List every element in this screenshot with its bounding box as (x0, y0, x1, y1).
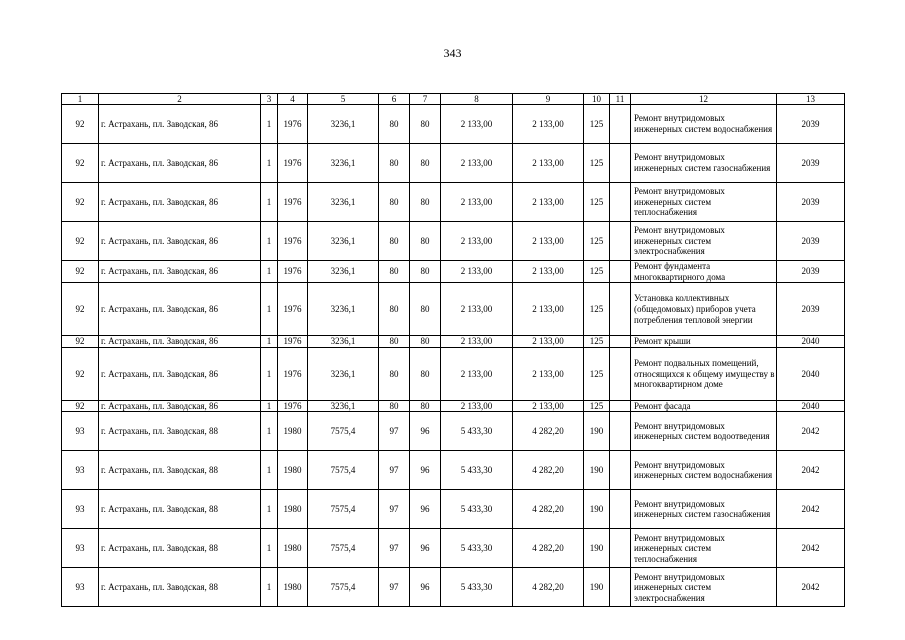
registered-persons-cell: 125 (584, 183, 610, 222)
total-area-cell: 7575,4 (308, 490, 379, 529)
work-type-cell: Ремонт внутридомовых инженерных систем водоотведения (631, 412, 777, 451)
column-number-row (62, 94, 845, 105)
address-cell: г. Астрахань, пл. Заводская, 86 (99, 336, 261, 348)
blank-cell (610, 451, 631, 490)
blank-cell (610, 490, 631, 529)
residents-count-cell: 80 (410, 261, 441, 283)
apartments-count-cell: 80 (379, 144, 410, 183)
blank-cell (610, 400, 631, 412)
blank-cell (610, 412, 631, 451)
area-residential-cell: 2 133,00 (441, 222, 513, 261)
column-header: 4 (278, 94, 308, 105)
address-cell: г. Астрахань, пл. Заводская, 86 (99, 261, 261, 283)
area-owned-cell: 2 133,00 (513, 222, 584, 261)
registered-persons-cell: 125 (584, 283, 610, 336)
address-cell: г. Астрахань, пл. Заводская, 88 (99, 490, 261, 529)
apartments-count-cell: 97 (379, 568, 410, 607)
residents-count-cell: 80 (410, 105, 441, 144)
address-cell: г. Астрахань, пл. Заводская, 86 (99, 283, 261, 336)
area-owned-cell: 2 133,00 (513, 400, 584, 412)
building-type-cell: 1 (261, 400, 278, 412)
table-row (62, 568, 845, 607)
build-year-cell: 1980 (278, 451, 308, 490)
build-year-cell: 1976 (278, 283, 308, 336)
area-owned-cell: 4 282,20 (513, 451, 584, 490)
building-type-cell: 1 (261, 336, 278, 348)
blank-cell (610, 222, 631, 261)
build-year-cell: 1976 (278, 336, 308, 348)
column-header: 12 (631, 94, 777, 105)
house-number-cell: 93 (62, 568, 99, 607)
work-type-cell: Установка коллективных (общедомовых) приборов учета потребления тепловой энергии (631, 283, 777, 336)
build-year-cell: 1976 (278, 347, 308, 400)
residents-count-cell: 96 (410, 529, 441, 568)
address-cell: г. Астрахань, пл. Заводская, 86 (99, 222, 261, 261)
building-type-cell: 1 (261, 183, 278, 222)
residents-count-cell: 80 (410, 283, 441, 336)
house-number-cell: 93 (62, 490, 99, 529)
area-residential-cell: 5 433,30 (441, 568, 513, 607)
planned-year-cell: 2042 (777, 412, 845, 451)
registered-persons-cell: 125 (584, 347, 610, 400)
area-owned-cell: 2 133,00 (513, 183, 584, 222)
address-cell: г. Астрахань, пл. Заводская, 88 (99, 568, 261, 607)
work-type-cell: Ремонт фасада (631, 400, 777, 412)
house-number-cell: 92 (62, 336, 99, 348)
area-owned-cell: 2 133,00 (513, 283, 584, 336)
building-type-cell: 1 (261, 347, 278, 400)
area-owned-cell: 4 282,20 (513, 490, 584, 529)
capital-repair-table (61, 93, 845, 607)
column-header: 10 (584, 94, 610, 105)
area-residential-cell: 2 133,00 (441, 144, 513, 183)
total-area-cell: 3236,1 (308, 283, 379, 336)
work-type-cell: Ремонт подвальных помещений, относящихся к общему имуществу в многоквартирном доме (631, 347, 777, 400)
registered-persons-cell: 190 (584, 490, 610, 529)
planned-year-cell: 2039 (777, 283, 845, 336)
blank-cell (610, 261, 631, 283)
residents-count-cell: 80 (410, 336, 441, 348)
planned-year-cell: 2039 (777, 144, 845, 183)
planned-year-cell: 2042 (777, 529, 845, 568)
house-number-cell: 93 (62, 412, 99, 451)
blank-cell (610, 568, 631, 607)
planned-year-cell: 2042 (777, 568, 845, 607)
table-row (62, 261, 845, 283)
column-header: 11 (610, 94, 631, 105)
build-year-cell: 1980 (278, 490, 308, 529)
building-type-cell: 1 (261, 568, 278, 607)
building-type-cell: 1 (261, 261, 278, 283)
residents-count-cell: 96 (410, 412, 441, 451)
total-area-cell: 7575,4 (308, 529, 379, 568)
house-number-cell: 92 (62, 347, 99, 400)
table-row (62, 336, 845, 348)
apartments-count-cell: 80 (379, 347, 410, 400)
build-year-cell: 1976 (278, 222, 308, 261)
column-header: 1 (62, 94, 99, 105)
registered-persons-cell: 125 (584, 222, 610, 261)
apartments-count-cell: 97 (379, 490, 410, 529)
blank-cell (610, 105, 631, 144)
work-type-cell: Ремонт внутридомовых инженерных систем электроснабжения (631, 222, 777, 261)
planned-year-cell: 2039 (777, 261, 845, 283)
apartments-count-cell: 97 (379, 412, 410, 451)
table-body (62, 94, 845, 607)
planned-year-cell: 2042 (777, 451, 845, 490)
build-year-cell: 1980 (278, 568, 308, 607)
building-type-cell: 1 (261, 105, 278, 144)
planned-year-cell: 2040 (777, 400, 845, 412)
planned-year-cell: 2040 (777, 347, 845, 400)
area-owned-cell: 2 133,00 (513, 144, 584, 183)
residents-count-cell: 80 (410, 222, 441, 261)
house-number-cell: 92 (62, 222, 99, 261)
column-header: 2 (99, 94, 261, 105)
apartments-count-cell: 80 (379, 400, 410, 412)
address-cell: г. Астрахань, пл. Заводская, 86 (99, 105, 261, 144)
total-area-cell: 3236,1 (308, 222, 379, 261)
build-year-cell: 1980 (278, 412, 308, 451)
total-area-cell: 3236,1 (308, 183, 379, 222)
area-residential-cell: 2 133,00 (441, 347, 513, 400)
area-owned-cell: 4 282,20 (513, 412, 584, 451)
building-type-cell: 1 (261, 412, 278, 451)
registered-persons-cell: 190 (584, 568, 610, 607)
residents-count-cell: 80 (410, 183, 441, 222)
building-type-cell: 1 (261, 529, 278, 568)
total-area-cell: 3236,1 (308, 336, 379, 348)
blank-cell (610, 347, 631, 400)
work-type-cell: Ремонт внутридомовых инженерных систем теплоснабжения (631, 529, 777, 568)
total-area-cell: 7575,4 (308, 412, 379, 451)
area-owned-cell: 2 133,00 (513, 261, 584, 283)
registered-persons-cell: 125 (584, 261, 610, 283)
residents-count-cell: 96 (410, 568, 441, 607)
registered-persons-cell: 125 (584, 105, 610, 144)
area-owned-cell: 2 133,00 (513, 105, 584, 144)
building-type-cell: 1 (261, 283, 278, 336)
apartments-count-cell: 97 (379, 529, 410, 568)
house-number-cell: 92 (62, 400, 99, 412)
address-cell: г. Астрахань, пл. Заводская, 86 (99, 400, 261, 412)
house-number-cell: 92 (62, 144, 99, 183)
table-row (62, 412, 845, 451)
planned-year-cell: 2039 (777, 183, 845, 222)
build-year-cell: 1976 (278, 261, 308, 283)
apartments-count-cell: 80 (379, 283, 410, 336)
area-residential-cell: 5 433,30 (441, 490, 513, 529)
area-residential-cell: 2 133,00 (441, 400, 513, 412)
house-number-cell: 93 (62, 529, 99, 568)
area-residential-cell: 2 133,00 (441, 336, 513, 348)
total-area-cell: 3236,1 (308, 144, 379, 183)
table-row (62, 105, 845, 144)
house-number-cell: 93 (62, 451, 99, 490)
column-header: 13 (777, 94, 845, 105)
area-owned-cell: 2 133,00 (513, 336, 584, 348)
column-header: 3 (261, 94, 278, 105)
table-row (62, 347, 845, 400)
total-area-cell: 3236,1 (308, 347, 379, 400)
table-row (62, 283, 845, 336)
registered-persons-cell: 190 (584, 412, 610, 451)
area-residential-cell: 5 433,30 (441, 412, 513, 451)
address-cell: г. Астрахань, пл. Заводская, 88 (99, 529, 261, 568)
house-number-cell: 92 (62, 105, 99, 144)
area-owned-cell: 4 282,20 (513, 568, 584, 607)
registered-persons-cell: 125 (584, 336, 610, 348)
registered-persons-cell: 190 (584, 529, 610, 568)
work-type-cell: Ремонт внутридомовых инженерных систем электроснабжения (631, 568, 777, 607)
house-number-cell: 92 (62, 261, 99, 283)
address-cell: г. Астрахань, пл. Заводская, 88 (99, 412, 261, 451)
area-residential-cell: 5 433,30 (441, 529, 513, 568)
blank-cell (610, 183, 631, 222)
building-type-cell: 1 (261, 490, 278, 529)
blank-cell (610, 529, 631, 568)
address-cell: г. Астрахань, пл. Заводская, 86 (99, 144, 261, 183)
total-area-cell: 3236,1 (308, 261, 379, 283)
column-header: 6 (379, 94, 410, 105)
total-area-cell: 7575,4 (308, 451, 379, 490)
residents-count-cell: 80 (410, 400, 441, 412)
table-row (62, 400, 845, 412)
area-residential-cell: 2 133,00 (441, 105, 513, 144)
work-type-cell: Ремонт внутридомовых инженерных систем теплоснабжения (631, 183, 777, 222)
area-residential-cell: 5 433,30 (441, 451, 513, 490)
area-residential-cell: 2 133,00 (441, 283, 513, 336)
area-owned-cell: 4 282,20 (513, 529, 584, 568)
address-cell: г. Астрахань, пл. Заводская, 86 (99, 183, 261, 222)
area-residential-cell: 2 133,00 (441, 261, 513, 283)
table-row (62, 183, 845, 222)
address-cell: г. Астрахань, пл. Заводская, 88 (99, 451, 261, 490)
column-header: 9 (513, 94, 584, 105)
total-area-cell: 3236,1 (308, 400, 379, 412)
area-residential-cell: 2 133,00 (441, 183, 513, 222)
column-header: 7 (410, 94, 441, 105)
table-row (62, 144, 845, 183)
apartments-count-cell: 80 (379, 261, 410, 283)
apartments-count-cell: 80 (379, 222, 410, 261)
total-area-cell: 7575,4 (308, 568, 379, 607)
apartments-count-cell: 97 (379, 451, 410, 490)
blank-cell (610, 144, 631, 183)
apartments-count-cell: 80 (379, 183, 410, 222)
apartments-count-cell: 80 (379, 336, 410, 348)
build-year-cell: 1976 (278, 400, 308, 412)
residents-count-cell: 96 (410, 490, 441, 529)
column-header: 8 (441, 94, 513, 105)
area-owned-cell: 2 133,00 (513, 347, 584, 400)
planned-year-cell: 2039 (777, 105, 845, 144)
build-year-cell: 1976 (278, 144, 308, 183)
work-type-cell: Ремонт крыши (631, 336, 777, 348)
building-type-cell: 1 (261, 451, 278, 490)
house-number-cell: 92 (62, 183, 99, 222)
page-number: 343 (443, 46, 462, 60)
registered-persons-cell: 125 (584, 144, 610, 183)
build-year-cell: 1980 (278, 529, 308, 568)
house-number-cell: 92 (62, 283, 99, 336)
work-type-cell: Ремонт внутридомовых инженерных систем газоснабжения (631, 490, 777, 529)
building-type-cell: 1 (261, 222, 278, 261)
table-row (62, 490, 845, 529)
residents-count-cell: 96 (410, 451, 441, 490)
apartments-count-cell: 80 (379, 105, 410, 144)
registered-persons-cell: 125 (584, 400, 610, 412)
planned-year-cell: 2042 (777, 490, 845, 529)
blank-cell (610, 336, 631, 348)
build-year-cell: 1976 (278, 105, 308, 144)
planned-year-cell: 2040 (777, 336, 845, 348)
total-area-cell: 3236,1 (308, 105, 379, 144)
table-row (62, 222, 845, 261)
residents-count-cell: 80 (410, 347, 441, 400)
building-type-cell: 1 (261, 144, 278, 183)
work-type-cell: Ремонт внутридомовых инженерных систем водоснабжения (631, 105, 777, 144)
work-type-cell: Ремонт внутридомовых инженерных систем водоснабжения (631, 451, 777, 490)
residents-count-cell: 80 (410, 144, 441, 183)
work-type-cell: Ремонт фундамента многоквартирного дома (631, 261, 777, 283)
address-cell: г. Астрахань, пл. Заводская, 86 (99, 347, 261, 400)
blank-cell (610, 283, 631, 336)
table-row (62, 451, 845, 490)
column-header: 5 (308, 94, 379, 105)
work-type-cell: Ремонт внутридомовых инженерных систем газоснабжения (631, 144, 777, 183)
planned-year-cell: 2039 (777, 222, 845, 261)
registered-persons-cell: 190 (584, 451, 610, 490)
build-year-cell: 1976 (278, 183, 308, 222)
table-row (62, 529, 845, 568)
